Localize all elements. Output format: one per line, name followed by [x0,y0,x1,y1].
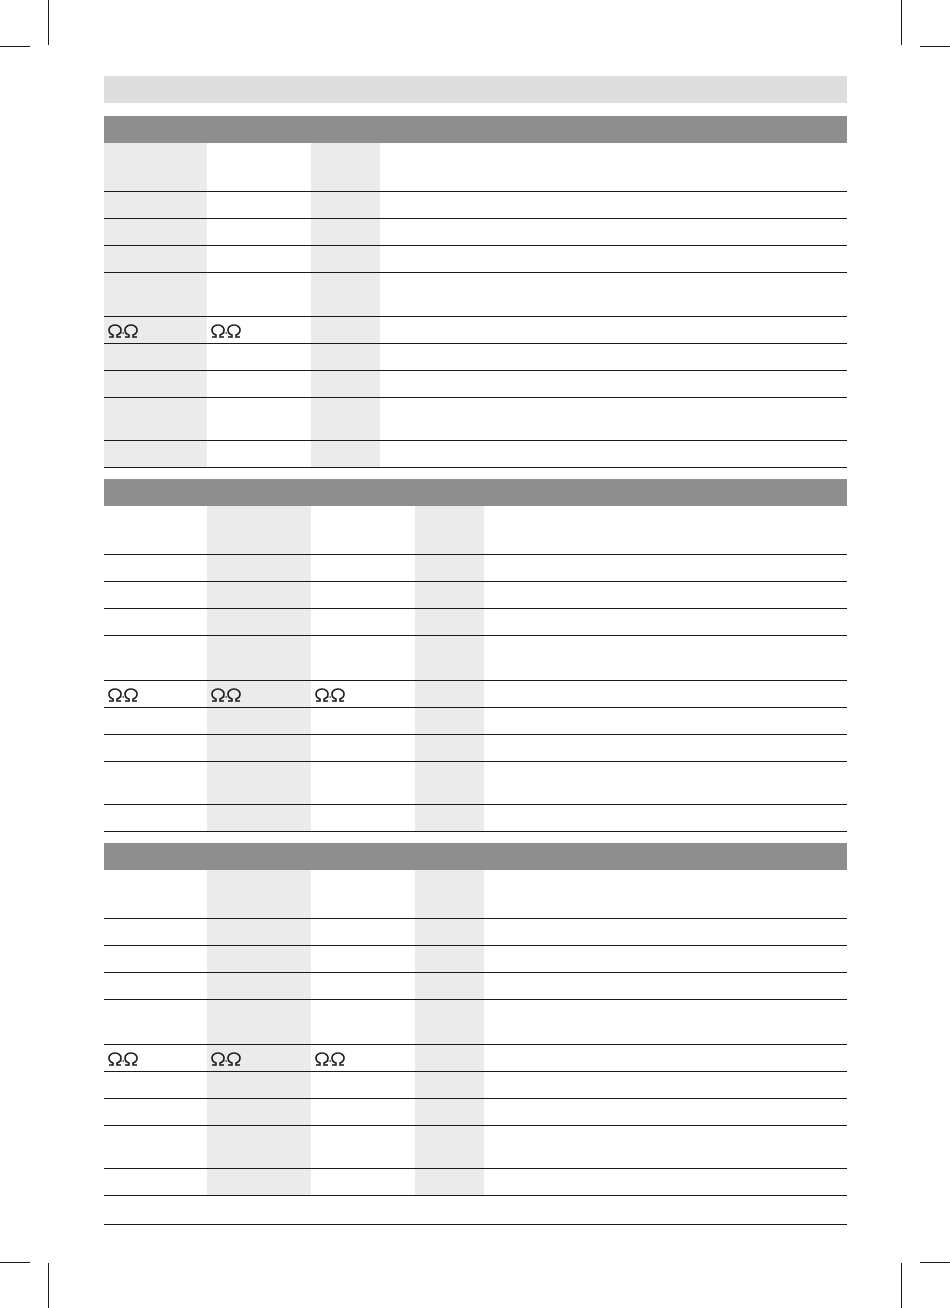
table-cell [415,870,484,918]
crop-mark-bottom-right-vertical [901,1263,902,1308]
table-cell [207,246,311,272]
omega-connector-icon [314,688,350,702]
table-cell [484,582,847,608]
table-cell [311,1099,415,1125]
table-cell [104,636,207,680]
table-cell [311,506,415,554]
table-cell [104,398,207,440]
section-1-header [104,116,847,143]
table-cell [311,681,415,707]
table-cell [207,506,311,554]
table-cell [207,441,311,467]
table-cell [104,246,207,272]
table-cell [415,582,484,608]
table-cell [311,441,380,467]
table-cell [311,735,415,761]
table-cell [207,762,311,804]
section-2-header [104,479,847,506]
table-cell [484,681,847,707]
table-row [104,371,847,398]
table-cell [415,762,484,804]
table-cell [104,973,207,999]
omega-connector-icon [210,324,246,338]
table-row [104,1045,847,1072]
table-cell [311,1045,415,1071]
table-cell [207,317,311,343]
table-cell [415,805,484,831]
table-cell [104,371,207,397]
table-cell [415,506,484,554]
table-cell [311,192,380,218]
table-cell [104,609,207,635]
table-cell [311,1126,415,1168]
table-row [104,735,847,762]
table-cell [104,317,207,343]
table-row [104,1126,847,1169]
table-cell [104,735,207,761]
table-cell [104,441,207,467]
table-cell [380,143,847,191]
table-row [104,762,847,805]
table-cell [311,555,415,581]
table-cell [380,246,847,272]
table-row [104,946,847,973]
crop-mark-top-left-vertical [48,0,49,45]
table-cell [484,708,847,734]
table-cell [415,1169,484,1195]
table-cell [207,143,311,191]
table-cell [311,1000,415,1044]
table-cell [104,273,207,316]
table-cell [415,609,484,635]
table-cell [415,708,484,734]
table-cell [415,1126,484,1168]
table-cell [104,870,207,918]
table-cell [104,582,207,608]
table-cell [207,192,311,218]
table-cell [207,344,311,370]
table-cell [207,708,311,734]
table-cell [311,246,380,272]
table-cell [311,219,380,245]
table-cell [104,143,207,191]
table-cell [484,1045,847,1071]
table-cell [380,317,847,343]
table-cell [207,1072,311,1098]
table-cell [311,870,415,918]
table-cell [484,735,847,761]
table-row [104,219,847,246]
table-row [104,506,847,555]
table-cell [104,1099,207,1125]
table-cell [207,973,311,999]
table-row [104,1072,847,1099]
table-cell [207,805,311,831]
table-cell [104,1000,207,1044]
table-row [104,1196,847,1225]
table-cell [311,762,415,804]
table-cell [484,636,847,680]
omega-connector-icon [210,688,246,702]
table-cell [104,344,207,370]
table-cell [311,273,380,316]
table-row [104,143,847,192]
table-cell [104,805,207,831]
table-cell [311,371,380,397]
table-cell [104,762,207,804]
table-cell [380,441,847,467]
table-cell [380,219,847,245]
table-cell [484,506,847,554]
table-cell [311,1072,415,1098]
table-cell [311,636,415,680]
table-cell [104,708,207,734]
table-row [104,1099,847,1126]
table-cell [104,192,207,218]
table-row [104,317,847,344]
table-cell [207,636,311,680]
crop-mark-top-right-horizontal [920,46,950,47]
table-row [104,1000,847,1045]
table-cell [104,946,207,972]
table-cell [484,1169,847,1195]
table-cell [415,1045,484,1071]
table-cell [484,609,847,635]
table-cell [311,609,415,635]
table-cell [207,919,311,945]
table-cell [415,973,484,999]
table-row [104,805,847,832]
table-cell [207,946,311,972]
table-cell [311,946,415,972]
table-row [104,973,847,1000]
crop-mark-top-right-vertical [901,0,902,45]
table-cell [415,735,484,761]
table-cell [415,555,484,581]
table-cell [104,506,207,554]
table-cell [380,398,847,440]
table-cell [104,1126,207,1168]
table-cell [207,1169,311,1195]
table-cell [311,344,380,370]
table-row [104,273,847,317]
table-cell [380,192,847,218]
table-cell [415,636,484,680]
table-row [104,609,847,636]
table-cell [207,219,311,245]
table-cell [380,344,847,370]
table-cell [415,946,484,972]
section-3-header [104,843,847,870]
table-cell [311,919,415,945]
table-cell [484,762,847,804]
crop-mark-top-left-horizontal [0,46,30,47]
table-cell [104,555,207,581]
table-row [104,582,847,609]
table-cell [207,609,311,635]
table-cell [484,946,847,972]
table-row [104,681,847,708]
crop-mark-bottom-right-horizontal [920,1262,950,1263]
table-cell [311,317,380,343]
table-cell [311,973,415,999]
table-row [104,555,847,582]
table-row [104,636,847,681]
table-cell [104,219,207,245]
omega-connector-icon [107,324,143,338]
omega-connector-icon [107,688,143,702]
table-row [104,919,847,946]
table-cell [104,919,207,945]
table-row [104,870,847,919]
table-cell [311,805,415,831]
table-cell [207,681,311,707]
table-cell [415,1000,484,1044]
table-cell [484,870,847,918]
table-cell [484,919,847,945]
crop-mark-bottom-left-horizontal [0,1262,30,1263]
table-cell [207,735,311,761]
table-cell [415,1099,484,1125]
table-cell [484,973,847,999]
table-cell [207,371,311,397]
table-row [104,1169,847,1196]
table-row [104,246,847,273]
table-cell [207,1126,311,1168]
table-cell [484,1072,847,1098]
table-cell [207,1000,311,1044]
table-cell [207,1099,311,1125]
table-cell [207,582,311,608]
page-title-bar [104,76,847,103]
table-cell [104,1169,207,1195]
table-row [104,192,847,219]
table-cell [311,708,415,734]
table-cell [207,870,311,918]
table-cell [380,371,847,397]
table-cell [484,1099,847,1125]
omega-connector-icon [107,1052,143,1066]
omega-connector-icon [314,1052,350,1066]
table-cell [311,582,415,608]
table-cell [311,143,380,191]
table-cell [311,1169,415,1195]
table-cell [207,273,311,316]
table-row [104,708,847,735]
table-cell [380,273,847,316]
table-cell [104,1072,207,1098]
table-cell [484,1126,847,1168]
table-cell [415,1072,484,1098]
crop-mark-bottom-left-vertical [48,1263,49,1308]
table-cell [415,681,484,707]
table-cell [207,555,311,581]
table-row [104,344,847,371]
table-cell [484,555,847,581]
table-cell [311,398,380,440]
table-row [104,441,847,468]
table-cell [484,1000,847,1044]
omega-connector-icon [210,1052,246,1066]
table-cell [415,919,484,945]
table-cell [104,1045,207,1071]
table-cell [207,1045,311,1071]
table-cell [207,398,311,440]
table-cell [484,805,847,831]
table-row [104,398,847,441]
table-cell [104,681,207,707]
